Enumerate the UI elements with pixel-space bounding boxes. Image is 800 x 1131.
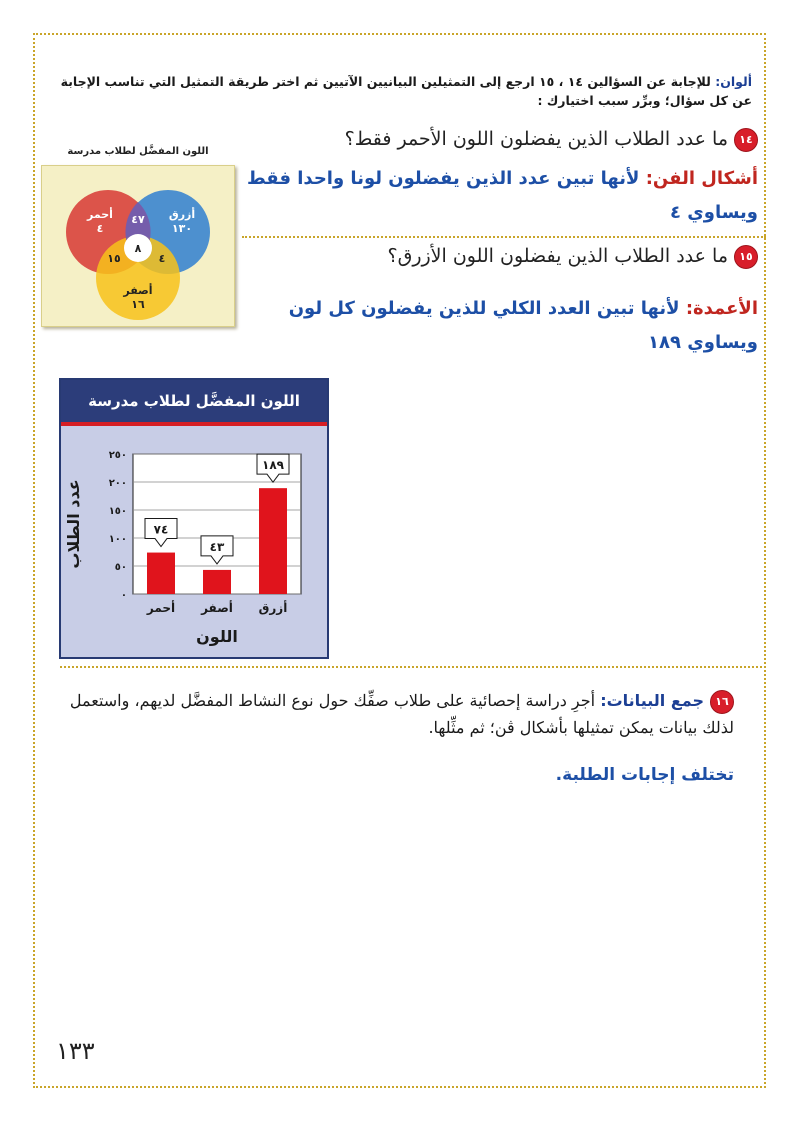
bar [147, 553, 175, 594]
intro-paragraph [52, 72, 752, 110]
answer-15-line2: ويساوي ١٨٩ [648, 332, 758, 353]
answer-14-line2: ويساوي ٤ [670, 202, 758, 223]
answer-14 [238, 162, 758, 230]
venn-diagram-card [41, 165, 235, 327]
y-tick-label: ٢٥٠ [108, 450, 127, 461]
venn-red-label: أحمر [87, 208, 113, 221]
question-number-badge: ١٥ [734, 245, 758, 269]
bar-value-label: ٤٣ [209, 539, 225, 554]
answer-14-text: لأنها تبين عدد الذين يفضلون لونا واحدا فقط [246, 168, 640, 189]
venn-blue-value: ١٣٠ [171, 222, 193, 235]
answer-15-text: لأنها تبين العدد الكلي للذين يفضلون كل لون [288, 298, 680, 319]
answer-15-label: الأعمدة: [685, 298, 758, 319]
venn-center-value: ٨ [134, 242, 142, 255]
bar-value-label: ٧٤ [153, 522, 169, 537]
bar [203, 570, 231, 594]
venn-red-blue-value: ٤٧ [131, 213, 145, 226]
question-16 [34, 687, 734, 741]
bar-chart [61, 426, 327, 657]
y-tick-label: ٠ [120, 590, 127, 601]
question-14 [238, 128, 758, 152]
answer-15 [238, 292, 758, 360]
question-number-badge: ١٤ [734, 128, 758, 152]
venn-yellow-label: أصفر [123, 284, 153, 297]
intro-text: للإجابة عن السؤالين ١٤ ، ١٥ ارجع إلى التمثيلين البيانيين الآتيين ثم اختر طريقة التمثيل التي تناسب الإجابة عن كل سؤال؛ وبرِّر سبب اختيارك : [60, 74, 752, 108]
dotted-separator [242, 236, 766, 238]
venn-blue-label: أزرق [168, 208, 196, 221]
question-16-keyword: جمع البيانات: [600, 691, 704, 710]
y-tick-label: ٢٠٠ [108, 478, 127, 489]
venn-diagram [42, 166, 234, 326]
x-tick-label: أصفر [201, 601, 233, 615]
y-axis-label: عدد الطلاب [64, 479, 83, 569]
bar-chart-title: اللون المفضَّل لطلاب مدرسة [61, 380, 327, 426]
answer-16: تختلف إجابات الطلبة. [555, 765, 734, 785]
bar-value-label: ١٨٩ [262, 458, 284, 473]
bar [259, 488, 287, 594]
question-14-text: ما عدد الطلاب الذين يفضلون اللون الأحمر فقط؟ [344, 128, 728, 150]
venn-red-value: ٤ [96, 222, 104, 235]
venn-blue-yellow-value: ٤ [158, 252, 166, 265]
x-axis-label: اللون [196, 627, 238, 646]
dotted-separator [60, 666, 766, 668]
intro-keyword: ألوان: [715, 74, 752, 89]
y-tick-label: ١٥٠ [108, 506, 127, 517]
venn-red-yellow-value: ١٥ [107, 252, 121, 265]
question-16-text: أجرِ دراسة إحصائية على طلاب صفِّك حول نوع النشاط المفضَّل لديهم، واستعمل لذلك بيانات يمكن تمثيلها بأشكال ڤن؛ ثم مثِّلها. [69, 691, 734, 737]
y-tick-label: ٥٠ [114, 562, 127, 573]
venn-title: اللون المفضَّل لطلاب مدرسة [67, 146, 209, 157]
question-number-badge: ١٦ [710, 690, 734, 714]
venn-yellow-value: ١٦ [131, 298, 145, 311]
question-15-text: ما عدد الطلاب الذين يفضلون اللون الأزرق؟ [387, 245, 728, 267]
x-tick-label: أزرق [258, 601, 288, 615]
answer-14-label: أشكال الفن: [645, 168, 758, 189]
y-tick-label: ١٠٠ [108, 534, 127, 545]
page-number: ١٣٣ [56, 1037, 95, 1065]
question-15 [238, 245, 758, 269]
x-tick-label: أحمر [146, 601, 176, 615]
